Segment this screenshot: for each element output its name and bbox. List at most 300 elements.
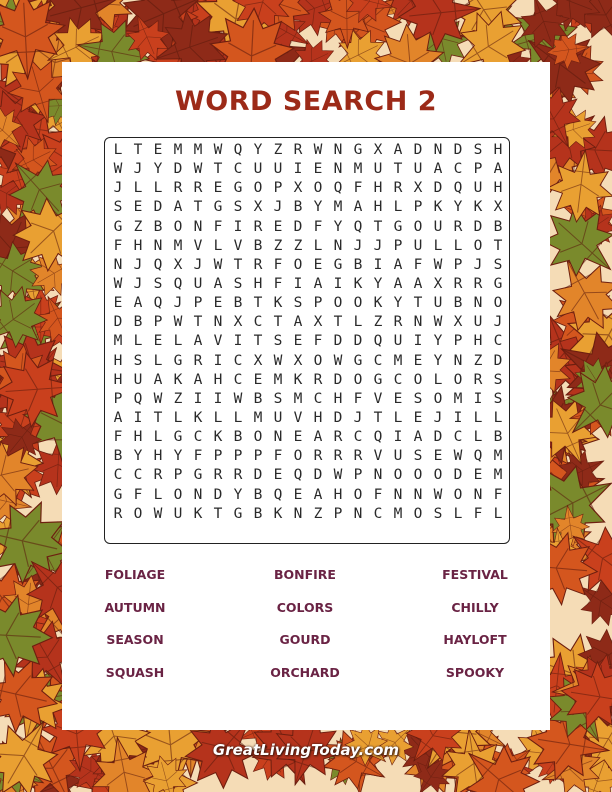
grid-letter: E xyxy=(413,409,423,426)
grid-letter: I xyxy=(293,275,303,292)
grid-letter: A xyxy=(313,275,323,292)
grid-letter: L xyxy=(393,409,403,426)
grid-letter: D xyxy=(353,333,363,350)
grid-letter: U xyxy=(273,161,283,178)
grid-letter: T xyxy=(213,505,223,522)
grid-letter: A xyxy=(393,142,403,158)
grid-letter: K xyxy=(193,505,203,522)
grid-letter: W xyxy=(193,161,203,178)
grid-letter: Y xyxy=(333,218,343,235)
grid-letter: C xyxy=(453,161,463,178)
worksheet-title: WORD SEARCH 2 xyxy=(174,86,437,117)
grid-letter: C xyxy=(313,390,323,407)
grid-letter: B xyxy=(233,295,243,312)
grid-letter: V xyxy=(373,390,383,407)
grid-letter: P xyxy=(233,448,243,465)
grid-letter: N xyxy=(393,486,403,503)
grid-letter: H xyxy=(473,333,483,350)
grid-letter: C xyxy=(113,467,123,484)
grid-letter: J xyxy=(133,161,143,178)
grid-letter: M xyxy=(173,237,183,254)
grid-letter: H xyxy=(333,390,343,407)
grid-letter: E xyxy=(313,256,323,273)
grid-letter: A xyxy=(413,429,423,446)
grid-letter: M xyxy=(393,352,403,369)
grid-letter: R xyxy=(253,256,263,273)
grid-letter: M xyxy=(493,467,503,484)
grid-letter: C xyxy=(373,505,383,522)
grid-letter: L xyxy=(173,409,183,426)
grid-letter: P xyxy=(173,467,183,484)
grid-letter: W xyxy=(273,352,283,369)
grid-letter: W xyxy=(433,314,443,331)
grid-letter: G xyxy=(233,180,243,197)
grid-letter: Q xyxy=(293,467,303,484)
grid-letter: W xyxy=(313,142,323,158)
grid-letter: L xyxy=(133,333,143,350)
grid-letter: N xyxy=(113,256,123,273)
grid-letter: G xyxy=(493,275,503,292)
word-list-item: HAYLOFT xyxy=(443,632,507,647)
grid-letter: P xyxy=(453,333,463,350)
grid-letter: T xyxy=(393,161,403,178)
word-list-item: AUTUMN xyxy=(104,599,166,615)
grid-letter: R xyxy=(473,275,483,292)
grid-letter: W xyxy=(153,505,163,522)
grid-letter: V xyxy=(213,333,223,350)
grid-letter: I xyxy=(333,275,343,292)
grid-letter: S xyxy=(413,390,423,407)
grid-letter: D xyxy=(333,371,343,388)
grid-letter: L xyxy=(313,237,323,254)
grid-letter: E xyxy=(213,295,223,312)
grid-letter: P xyxy=(253,448,263,465)
grid-letter: G xyxy=(213,199,223,216)
grid-letter: I xyxy=(393,429,403,446)
grid-letter: N xyxy=(273,429,283,446)
grid-letter: O xyxy=(313,352,323,369)
grid-letter: N xyxy=(473,295,483,312)
grid-letter: D xyxy=(493,352,503,369)
grid-letter: E xyxy=(113,295,123,312)
grid-letter: C xyxy=(453,429,463,446)
grid-letter: A xyxy=(433,161,443,178)
grid-letter: T xyxy=(333,314,343,331)
grid-letter: Q xyxy=(133,390,143,407)
grid-letter: E xyxy=(433,448,443,465)
grid-letter: U xyxy=(433,218,443,235)
grid-letter: S xyxy=(413,448,423,465)
grid-letter: X xyxy=(293,180,303,197)
grid-letter: I xyxy=(413,333,423,350)
grid-letter: J xyxy=(473,256,483,273)
grid-letter: M xyxy=(193,142,203,158)
grid-letter: Z xyxy=(473,352,483,369)
grid-letter: S xyxy=(293,295,303,312)
grid-letter: F xyxy=(273,448,283,465)
grid-letter: U xyxy=(473,314,483,331)
grid-letter: J xyxy=(133,256,143,273)
grid-letter: D xyxy=(313,467,323,484)
grid-letter: P xyxy=(393,237,403,254)
grid-letter: Z xyxy=(173,390,183,407)
grid-letter: X xyxy=(313,314,323,331)
grid-letter: T xyxy=(233,256,243,273)
grid-letter: F xyxy=(313,218,323,235)
grid-letter: D xyxy=(293,218,303,235)
grid-letter: A xyxy=(493,161,503,178)
grid-letter: W xyxy=(113,161,123,178)
grid-letter: I xyxy=(373,256,383,273)
grid-letter: C xyxy=(233,371,243,388)
grid-letter: D xyxy=(413,142,423,158)
grid-letter: I xyxy=(233,333,243,350)
grid-letter: I xyxy=(233,218,243,235)
grid-letter: P xyxy=(153,314,163,331)
grid-letter: R xyxy=(213,467,223,484)
grid-letter: E xyxy=(133,199,143,216)
grid-letter: K xyxy=(293,371,303,388)
grid-letter: M xyxy=(273,371,283,388)
grid-letter: W xyxy=(333,467,343,484)
grid-letter: Y xyxy=(433,333,443,350)
grid-letter: W xyxy=(333,352,343,369)
grid-letter: Y xyxy=(133,448,143,465)
grid-letter: J xyxy=(273,199,283,216)
grid-letter: U xyxy=(433,295,443,312)
grid-letter: H xyxy=(113,352,123,369)
grid-letter: L xyxy=(473,409,483,426)
grid-letter: Z xyxy=(373,314,383,331)
grid-letter: O xyxy=(353,295,363,312)
grid-letter: Y xyxy=(173,448,183,465)
grid-letter: O xyxy=(293,448,303,465)
grid-letter: O xyxy=(173,486,183,503)
grid-letter: O xyxy=(393,467,403,484)
grid-letter: H xyxy=(133,237,143,254)
grid-letter: L xyxy=(473,429,483,446)
grid-letter: I xyxy=(193,390,203,407)
grid-letter: E xyxy=(473,467,483,484)
grid-letter: A xyxy=(193,371,203,388)
grid-letter: A xyxy=(393,256,403,273)
grid-letter: X xyxy=(373,142,383,158)
grid-letter: L xyxy=(493,505,503,522)
grid-letter: R xyxy=(453,275,463,292)
grid-letter: Z xyxy=(273,237,283,254)
grid-letter: S xyxy=(493,256,503,273)
grid-letter: S xyxy=(133,352,143,369)
grid-letter: K xyxy=(433,199,443,216)
grid-letter: K xyxy=(473,199,483,216)
grid-letter: K xyxy=(353,275,363,292)
grid-letter: G xyxy=(233,505,243,522)
grid-letter: B xyxy=(253,505,263,522)
grid-letter: N xyxy=(353,505,363,522)
grid-letter: E xyxy=(273,467,283,484)
grid-letter: T xyxy=(193,314,203,331)
grid-letter: O xyxy=(413,505,423,522)
grid-letter: F xyxy=(113,237,123,254)
grid-letter: E xyxy=(253,371,263,388)
grid-letter: O xyxy=(413,218,423,235)
grid-letter: U xyxy=(193,275,203,292)
grid-letter: D xyxy=(433,180,443,197)
grid-letter: N xyxy=(193,486,203,503)
grid-letter: H xyxy=(493,142,503,158)
grid-letter: B xyxy=(293,199,303,216)
grid-letter: E xyxy=(213,180,223,197)
word-list-item: COLORS xyxy=(276,599,334,615)
grid-letter: S xyxy=(493,371,503,388)
grid-letter: R xyxy=(253,218,263,235)
grid-letter: F xyxy=(213,218,223,235)
grid-letter: K xyxy=(193,409,203,426)
grid-letter: U xyxy=(373,161,383,178)
grid-letter: F xyxy=(353,390,363,407)
grid-letter: Y xyxy=(313,199,323,216)
grid-letter: W xyxy=(433,486,443,503)
grid-letter: Y xyxy=(253,142,263,158)
grid-letter: R xyxy=(233,467,243,484)
word-list-item: CHILLY xyxy=(451,599,499,615)
grid-letter: N xyxy=(333,161,343,178)
grid-letter: O xyxy=(333,295,343,312)
grid-letter: Y xyxy=(453,199,463,216)
grid-letter: V xyxy=(233,237,243,254)
grid-letter: R xyxy=(113,505,123,522)
grid-letter: C xyxy=(353,429,363,446)
grid-letter: B xyxy=(153,218,163,235)
grid-letter: J xyxy=(133,275,143,292)
grid-letter: U xyxy=(473,180,483,197)
grid-letter: X xyxy=(293,352,303,369)
grid-letter: N xyxy=(333,142,343,158)
grid-letter: E xyxy=(313,161,323,178)
grid-letter: S xyxy=(493,390,503,407)
grid-letter: C xyxy=(373,352,383,369)
grid-letter: U xyxy=(253,161,263,178)
grid-letter: R xyxy=(293,142,303,158)
grid-letter: F xyxy=(313,333,323,350)
grid-letter: P xyxy=(313,295,323,312)
grid-letter: M xyxy=(353,161,363,178)
grid-letter: R xyxy=(333,448,343,465)
grid-letter: R xyxy=(333,429,343,446)
grid-letter: G xyxy=(373,371,383,388)
grid-letter: H xyxy=(253,275,263,292)
grid-letter: P xyxy=(413,199,423,216)
grid-letter: D xyxy=(213,486,223,503)
grid-letter: L xyxy=(453,505,463,522)
word-list-item: GOURD xyxy=(279,632,331,647)
grid-letter: B xyxy=(133,314,143,331)
grid-letter: O xyxy=(453,486,463,503)
grid-letter: T xyxy=(373,409,383,426)
grid-letter: S xyxy=(273,333,283,350)
grid-letter: R xyxy=(453,218,463,235)
grid-letter: Y xyxy=(233,486,243,503)
grid-letter: T xyxy=(133,142,143,158)
grid-letter: H xyxy=(333,486,343,503)
grid-letter: J xyxy=(493,314,503,331)
grid-letter: O xyxy=(133,505,143,522)
letter-grid xyxy=(108,141,508,541)
grid-letter: J xyxy=(353,409,363,426)
grid-letter: S xyxy=(113,199,123,216)
grid-letter: L xyxy=(153,486,163,503)
letter-grid-frame xyxy=(104,137,510,544)
grid-letter: U xyxy=(393,333,403,350)
grid-letter: K xyxy=(273,505,283,522)
grid-letter: P xyxy=(273,180,283,197)
grid-letter: T xyxy=(213,161,223,178)
grid-letter: N xyxy=(433,142,443,158)
grid-letter: N xyxy=(413,486,423,503)
grid-letter: M xyxy=(173,142,183,158)
grid-letter: R xyxy=(173,180,183,197)
grid-letter: Y xyxy=(373,275,383,292)
grid-letter: J xyxy=(193,256,203,273)
grid-letter: S xyxy=(233,199,243,216)
grid-letter: W xyxy=(453,448,463,465)
grid-letter: X xyxy=(253,199,263,216)
grid-letter: G xyxy=(193,467,203,484)
grid-letter: O xyxy=(293,256,303,273)
grid-letter: F xyxy=(353,180,363,197)
grid-letter: G xyxy=(393,218,403,235)
grid-letter: Q xyxy=(333,180,343,197)
grid-letter: E xyxy=(153,142,163,158)
word-list-item: BONFIRE xyxy=(274,567,336,582)
word-list-item: SPOOKY xyxy=(445,664,505,680)
grid-letter: H xyxy=(213,371,223,388)
grid-letter: K xyxy=(373,295,383,312)
grid-letter: F xyxy=(473,505,483,522)
grid-letter: N xyxy=(153,237,163,254)
grid-letter: A xyxy=(413,275,423,292)
grid-letter: H xyxy=(373,199,383,216)
grid-letter: D xyxy=(453,467,463,484)
grid-letter: S xyxy=(153,275,163,292)
grid-letter: I xyxy=(133,409,143,426)
grid-letter: B xyxy=(113,448,123,465)
grid-letter: F xyxy=(113,429,123,446)
word-list-item: FOLIAGE xyxy=(104,567,166,582)
grid-letter: Z xyxy=(293,237,303,254)
grid-letter: L xyxy=(153,429,163,446)
grid-letter: Y xyxy=(393,295,403,312)
grid-letter: Q xyxy=(473,448,483,465)
grid-letter: F xyxy=(413,256,423,273)
grid-letter: C xyxy=(233,161,243,178)
grid-letter: B xyxy=(253,237,263,254)
grid-letter: X xyxy=(493,199,503,216)
grid-letter: Q xyxy=(153,295,163,312)
word-list-item: ORCHARD xyxy=(270,664,340,680)
grid-letter: G xyxy=(113,218,123,235)
grid-letter: L xyxy=(433,371,443,388)
grid-letter: L xyxy=(453,237,463,254)
grid-letter: R xyxy=(353,448,363,465)
grid-letter: H xyxy=(153,448,163,465)
grid-letter: F xyxy=(193,448,203,465)
grid-letter: F xyxy=(133,486,143,503)
grid-letter: I xyxy=(453,409,463,426)
grid-letter: T xyxy=(493,237,503,254)
grid-letter: D xyxy=(333,409,343,426)
grid-letter: O xyxy=(433,390,443,407)
grid-letter: P xyxy=(113,390,123,407)
grid-letter: Q xyxy=(173,275,183,292)
site-watermark: GreatLivingToday.com xyxy=(212,741,400,759)
grid-letter: X xyxy=(233,314,243,331)
grid-letter: F xyxy=(373,486,383,503)
grid-letter: D xyxy=(253,467,263,484)
grid-letter: B xyxy=(493,429,503,446)
grid-letter: F xyxy=(273,256,283,273)
grid-letter: L xyxy=(393,199,403,216)
grid-letter: J xyxy=(373,237,383,254)
grid-letter: U xyxy=(393,448,403,465)
grid-letter: C xyxy=(133,467,143,484)
grid-letter: J xyxy=(173,295,183,312)
grid-letter: I xyxy=(213,352,223,369)
grid-letter: R xyxy=(193,180,203,197)
grid-letter: B xyxy=(493,218,503,235)
grid-letter: R xyxy=(393,180,403,197)
grid-letter: K xyxy=(213,429,223,446)
grid-letter: E xyxy=(293,429,303,446)
grid-letter: Z xyxy=(313,505,323,522)
grid-letter: D xyxy=(173,161,183,178)
grid-letter: O xyxy=(313,180,323,197)
grid-letter: C xyxy=(493,333,503,350)
grid-letter: M xyxy=(253,409,263,426)
grid-letter: D xyxy=(333,333,343,350)
grid-letter: W xyxy=(213,256,223,273)
grid-letter: L xyxy=(173,333,183,350)
grid-letter: E xyxy=(293,486,303,503)
grid-letter: Q xyxy=(453,180,463,197)
grid-letter: N xyxy=(413,314,423,331)
grid-letter: L xyxy=(433,237,443,254)
grid-letter: T xyxy=(413,295,423,312)
grid-letter: Q xyxy=(373,429,383,446)
grid-letter: G xyxy=(353,352,363,369)
grid-letter: T xyxy=(153,409,163,426)
grid-letter: M xyxy=(113,333,123,350)
grid-letter: O xyxy=(473,237,483,254)
grid-letter: L xyxy=(213,409,223,426)
grid-letter: G xyxy=(113,486,123,503)
worksheet-page xyxy=(62,62,550,730)
grid-letter: L xyxy=(153,352,163,369)
grid-letter: Z xyxy=(133,218,143,235)
grid-letter: A xyxy=(153,371,163,388)
grid-letter: X xyxy=(253,352,263,369)
grid-letter: W xyxy=(433,256,443,273)
grid-letter: A xyxy=(313,429,323,446)
grid-letter: R xyxy=(153,467,163,484)
grid-letter: G xyxy=(173,429,183,446)
grid-letter: N xyxy=(293,505,303,522)
grid-letter: L xyxy=(353,314,363,331)
grid-letter: D xyxy=(113,314,123,331)
grid-letter: U xyxy=(173,505,183,522)
grid-letter: E xyxy=(153,333,163,350)
grid-letter: B xyxy=(353,256,363,273)
